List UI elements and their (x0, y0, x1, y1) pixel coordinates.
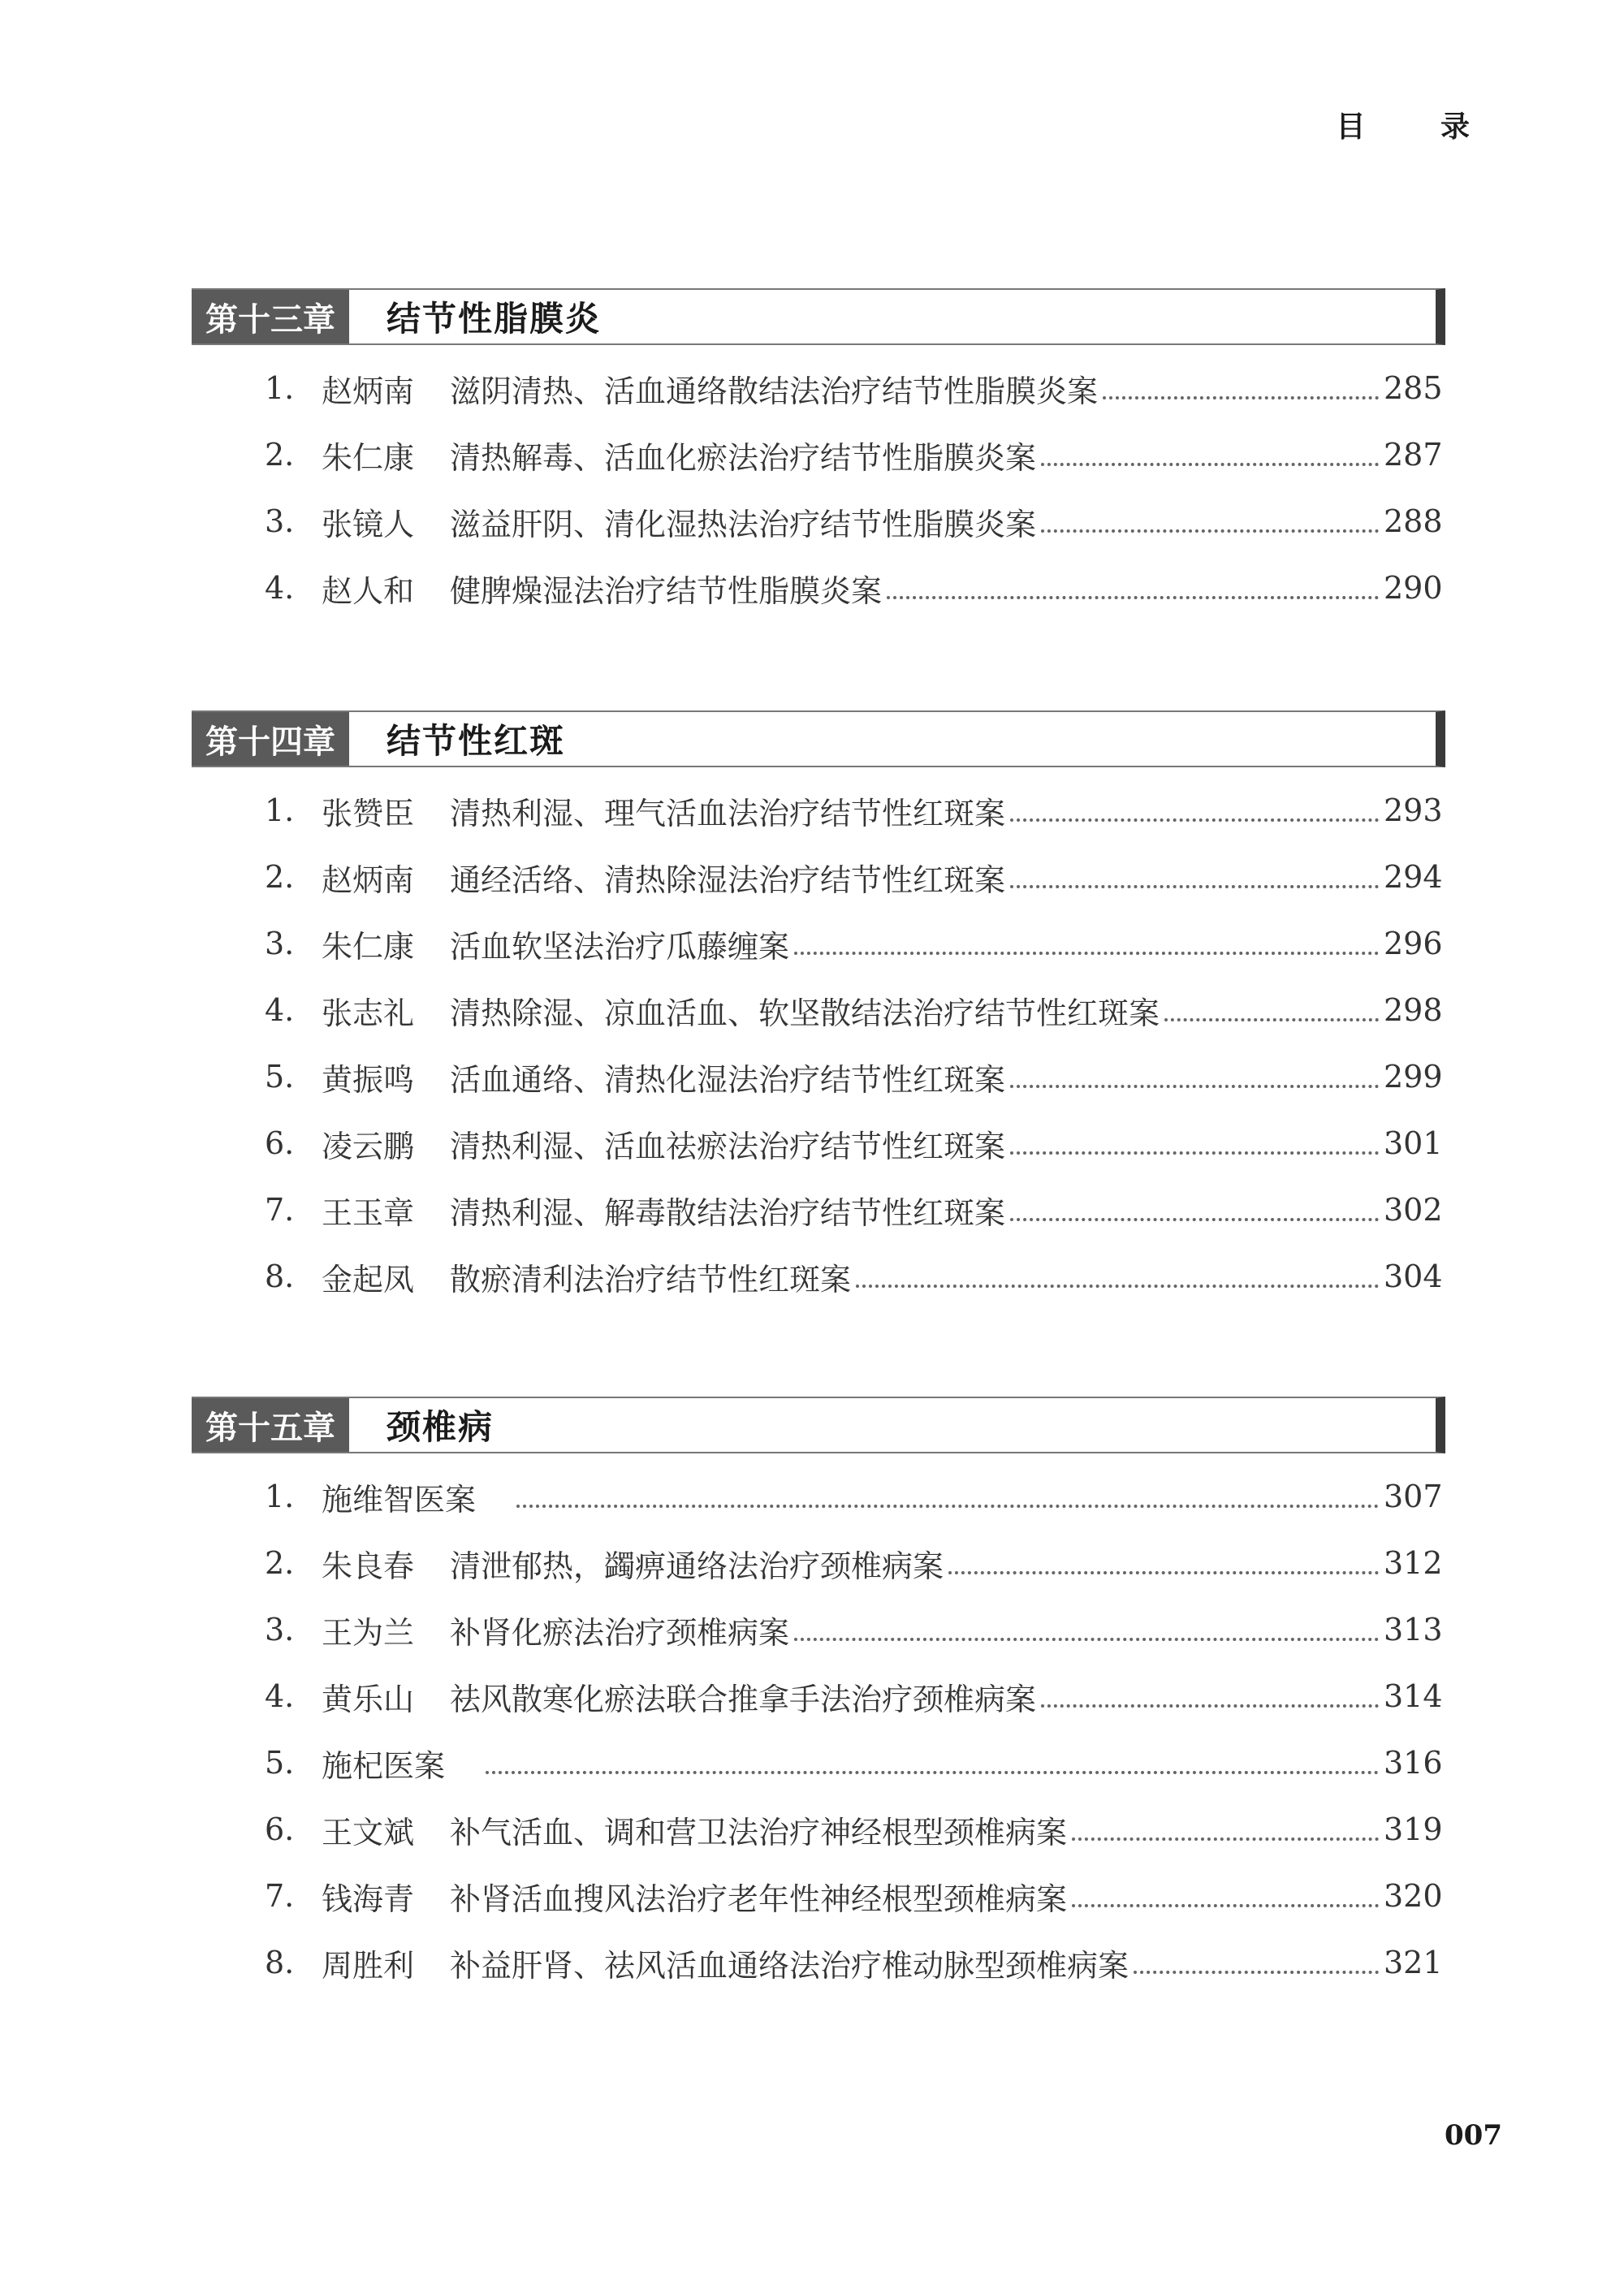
entry-number: 6. (265, 1812, 295, 1847)
dot-leader (1041, 463, 1379, 466)
dot-leader (1134, 1971, 1379, 1974)
dot-leader (1072, 1837, 1379, 1841)
toc-entry[interactable] (192, 1663, 1445, 1729)
entry-author: 赵炳南 (322, 373, 415, 409)
entry-page-number: 296 (1384, 926, 1443, 961)
chapter-title: 颈椎病 (387, 1407, 495, 1447)
entry-number: 2. (265, 859, 295, 895)
chapter-title: 结节性脂膜炎 (387, 299, 602, 339)
entry-title: 补气活血、调和营卫法治疗神经根型颈椎病案 (450, 1814, 1068, 1850)
entry-author: 张志礼 (322, 995, 415, 1031)
entry-title: 健脾燥湿法治疗结节性脂膜炎案 (450, 572, 883, 609)
entry-number: 6. (265, 1125, 295, 1161)
entry-title: 散瘀清利法治疗结节性红斑案 (450, 1261, 852, 1298)
entry-number: 2. (265, 1545, 295, 1581)
chapter-label: 第十四章 (192, 712, 349, 766)
entry-number: 3. (265, 503, 295, 539)
entry-page-number: 301 (1384, 1125, 1443, 1161)
dot-leader (1041, 529, 1379, 533)
entry-number: 5. (265, 1745, 295, 1781)
entry-title: 清热解毒、活血化瘀法治疗结节性脂膜炎案 (450, 439, 1037, 476)
entry-title: 清热除湿、凉血活血、软坚散结法治疗结节性红斑案 (450, 995, 1160, 1031)
dot-leader (486, 1771, 1379, 1774)
entry-title: 清泄郁热，蠲痹通络法治疗颈椎病案 (450, 1548, 944, 1584)
entry-number: 3. (265, 926, 295, 961)
entry-number: 5. (265, 1059, 295, 1095)
entry-title: 祛风散寒化瘀法联合推拿手法治疗颈椎病案 (450, 1681, 1037, 1717)
toc-entry[interactable] (192, 844, 1445, 910)
entry-list (192, 777, 1445, 1310)
toc-entry[interactable] (192, 977, 1445, 1043)
entry-number: 4. (265, 992, 295, 1028)
entry-author: 施维智医案 (322, 1481, 477, 1518)
toc-entry[interactable] (192, 1043, 1445, 1110)
entry-title: 清热利湿、理气活血法治疗结节性红斑案 (450, 795, 1006, 831)
entry-number: 1. (265, 370, 295, 406)
entry-author: 朱仁康 (322, 928, 415, 965)
entry-title: 活血软坚法治疗瓜藤缠案 (450, 928, 790, 965)
entry-number: 8. (265, 1945, 295, 1980)
toc-entry[interactable] (192, 1463, 1445, 1530)
entry-author: 金起凤 (322, 1261, 415, 1298)
entry-number: 4. (265, 570, 295, 606)
entry-author: 王文斌 (322, 1814, 415, 1850)
entry-author: 凌云鹏 (322, 1128, 415, 1164)
toc-entry[interactable] (192, 1530, 1445, 1596)
entry-number: 2. (265, 437, 295, 473)
running-head: 目 录 (1336, 110, 1502, 144)
dot-leader (948, 1571, 1379, 1574)
chapter-14 (192, 710, 1445, 1310)
entry-author: 朱良春 (322, 1548, 415, 1584)
entry-number: 4. (265, 1678, 295, 1714)
entry-author: 赵人和 (322, 572, 415, 609)
dot-leader (1010, 818, 1379, 822)
entry-page-number: 319 (1384, 1812, 1443, 1847)
entry-title: 补益肝肾、祛风活血通络法治疗椎动脉型颈椎病案 (450, 1947, 1129, 1984)
entry-page-number: 293 (1384, 792, 1443, 828)
chapter-13 (192, 288, 1445, 621)
toc-entry[interactable] (192, 777, 1445, 844)
entry-page-number: 287 (1384, 437, 1443, 473)
chapter-header (192, 288, 1445, 345)
entry-author: 钱海青 (322, 1881, 415, 1917)
entry-title: 滋阴清热、活血通络散结法治疗结节性脂膜炎案 (450, 373, 1099, 409)
toc-entry[interactable] (192, 421, 1445, 488)
entry-number: 3. (265, 1612, 295, 1647)
dot-leader (856, 1285, 1379, 1288)
entry-author: 张赞臣 (322, 795, 415, 831)
entry-author: 王为兰 (322, 1614, 415, 1651)
toc-entry[interactable] (192, 355, 1445, 421)
toc-entry[interactable] (192, 1596, 1445, 1663)
entry-number: 7. (265, 1192, 295, 1228)
entry-page-number: 321 (1384, 1945, 1443, 1980)
entry-page-number: 302 (1384, 1192, 1443, 1228)
entry-page-number: 294 (1384, 859, 1443, 895)
toc-entry[interactable] (192, 1110, 1445, 1177)
dot-leader (1072, 1904, 1379, 1907)
toc-entry[interactable] (192, 1929, 1445, 1996)
entry-author: 张镜人 (322, 506, 415, 542)
toc-entry[interactable] (192, 1729, 1445, 1796)
entry-title: 清热利湿、活血祛瘀法治疗结节性红斑案 (450, 1128, 1006, 1164)
entry-page-number: 304 (1384, 1259, 1443, 1294)
dot-leader (1103, 396, 1379, 399)
chapter-title: 结节性红斑 (387, 721, 566, 761)
entry-author: 施杞医案 (322, 1747, 446, 1784)
entry-page-number: 290 (1384, 570, 1443, 606)
dot-leader (1010, 885, 1379, 888)
dot-leader (1164, 1018, 1379, 1021)
chapter-header (192, 710, 1445, 767)
dot-leader (516, 1505, 1379, 1508)
entry-title: 清热利湿、解毒散结法治疗结节性红斑案 (450, 1194, 1006, 1231)
entry-page-number: 316 (1384, 1745, 1443, 1781)
dot-leader (1010, 1085, 1379, 1088)
dot-leader (1010, 1151, 1379, 1155)
entry-page-number: 314 (1384, 1678, 1443, 1714)
entry-title: 补肾活血搜风法治疗老年性神经根型颈椎病案 (450, 1881, 1068, 1917)
entry-number: 8. (265, 1259, 295, 1294)
chapter-header (192, 1397, 1445, 1453)
dot-leader (1041, 1704, 1379, 1708)
entry-number: 7. (265, 1878, 295, 1914)
toc-entry[interactable] (192, 555, 1445, 621)
entry-title: 活血通络、清热化湿法治疗结节性红斑案 (450, 1061, 1006, 1098)
dot-leader (887, 596, 1379, 599)
entry-page-number: 312 (1384, 1545, 1443, 1581)
entry-author: 王玉章 (322, 1194, 415, 1231)
toc-entry[interactable] (192, 1177, 1445, 1243)
entry-title: 通经活络、清热除湿法治疗结节性红斑案 (450, 861, 1006, 898)
entry-author: 黄乐山 (322, 1681, 415, 1717)
entry-author: 赵炳南 (322, 861, 415, 898)
toc-entry[interactable] (192, 1243, 1445, 1310)
entry-page-number: 285 (1384, 370, 1443, 406)
toc-entry[interactable] (192, 488, 1445, 555)
entry-number: 1. (265, 792, 295, 828)
entry-author: 周胜利 (322, 1947, 415, 1984)
entry-page-number: 320 (1384, 1878, 1443, 1914)
entry-page-number: 313 (1384, 1612, 1443, 1647)
toc-entry[interactable] (192, 1863, 1445, 1929)
entry-page-number: 299 (1384, 1059, 1443, 1095)
toc-entry[interactable] (192, 910, 1445, 977)
page-number: 007 (1445, 2119, 1502, 2152)
chapter-15 (192, 1397, 1445, 1996)
chapter-label: 第十三章 (192, 290, 349, 343)
entry-author: 黄振鸣 (322, 1061, 415, 1098)
entry-list (192, 355, 1445, 621)
entry-title: 滋益肝阴、清化湿热法治疗结节性脂膜炎案 (450, 506, 1037, 542)
entry-page-number: 298 (1384, 992, 1443, 1028)
entry-author: 朱仁康 (322, 439, 415, 476)
entry-list (192, 1463, 1445, 1996)
chapter-label: 第十五章 (192, 1398, 349, 1452)
dot-leader (1010, 1218, 1379, 1221)
dot-leader (794, 952, 1379, 955)
entry-title: 补肾化瘀法治疗颈椎病案 (450, 1614, 790, 1651)
entry-number: 1. (265, 1479, 295, 1514)
toc-entry[interactable] (192, 1796, 1445, 1863)
dot-leader (794, 1638, 1379, 1641)
entry-page-number: 307 (1384, 1479, 1443, 1514)
entry-page-number: 288 (1384, 503, 1443, 539)
